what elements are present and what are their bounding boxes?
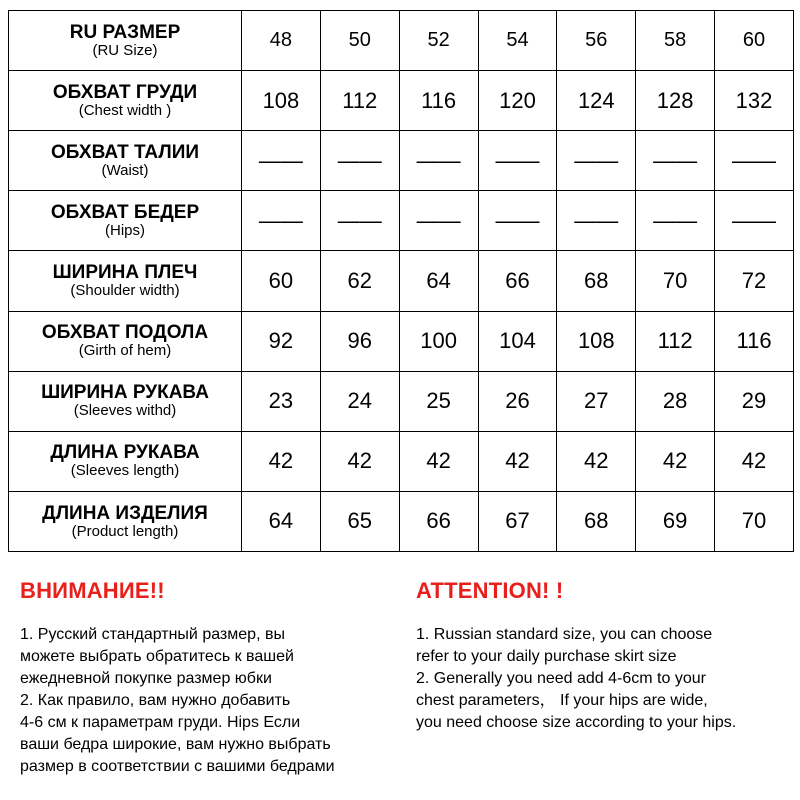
measurement-value: 128: [636, 71, 715, 131]
measurement-value: 116: [399, 71, 478, 131]
measurement-value: ——: [242, 191, 321, 251]
row-label: [9, 191, 242, 251]
measurement-value: 42: [242, 431, 321, 491]
measurement-value: 42: [399, 431, 478, 491]
measurement-value: 112: [636, 311, 715, 371]
measurement-value: 60: [242, 251, 321, 311]
notice-line: можете выбрать обратитесь к вашей: [20, 648, 294, 665]
measurement-value: 68: [557, 251, 636, 311]
size-value: 50: [320, 11, 399, 71]
measurement-value: ——: [478, 131, 557, 191]
notice-line: 1. Russian standard size, you can choose: [416, 626, 713, 643]
table-row-waist: [9, 131, 794, 191]
notice-line: ваши бедра широкие, вам нужно выбрать: [20, 736, 331, 753]
row-label-en: (Shoulder width): [70, 282, 180, 300]
notice-line: размер в соответствии с вашими бедрами: [20, 758, 335, 775]
size-value: 56: [557, 11, 636, 71]
size-value: 54: [478, 11, 557, 71]
row-label: [9, 371, 242, 431]
notice-line: 4-6 см к параметрам груди. Hips Если: [20, 714, 301, 731]
measurement-value: 29: [715, 371, 794, 431]
table-row-hips: [9, 191, 794, 251]
row-label: [9, 131, 242, 191]
attention-notice-en: [416, 578, 798, 734]
size-value: 60: [715, 11, 794, 71]
measurement-value: ——: [320, 191, 399, 251]
measurement-value: 66: [478, 251, 557, 311]
notice-line: 2. Как правило, вам нужно добавить: [20, 692, 291, 709]
size-value: 52: [399, 11, 478, 71]
measurement-value: 42: [557, 431, 636, 491]
table-header-row: [9, 11, 794, 71]
measurement-value: 96: [320, 311, 399, 371]
measurement-value: 116: [715, 311, 794, 371]
row-label: [9, 251, 242, 311]
measurement-value: 42: [715, 431, 794, 491]
measurement-value: ——: [478, 191, 557, 251]
row-label: [9, 431, 242, 491]
measurement-value: 92: [242, 311, 321, 371]
measurement-value: 27: [557, 371, 636, 431]
measurement-value: 64: [399, 251, 478, 311]
size-chart-table: [8, 10, 794, 552]
row-label: [9, 491, 242, 551]
row-label: [9, 311, 242, 371]
notice-line: you need choose size according to your hips.: [416, 714, 737, 731]
row-label-ru: RU РАЗМЕР: [69, 21, 181, 43]
measurement-value: ——: [557, 191, 636, 251]
row-label-ru: ДЛИНА ИЗДЕЛИЯ: [42, 502, 208, 524]
measurement-value: 25: [399, 371, 478, 431]
measurement-value: 66: [399, 491, 478, 551]
row-label-en: (Hips): [105, 221, 145, 239]
measurement-value: 70: [715, 491, 794, 551]
table-row-hem: [9, 311, 794, 371]
measurement-value: 72: [715, 251, 794, 311]
measurement-value: ——: [715, 191, 794, 251]
measurement-value: ——: [557, 131, 636, 191]
measurement-value: ——: [320, 131, 399, 191]
measurement-value: 62: [320, 251, 399, 311]
attention-title-ru: ВНИМАНИЕ!!: [20, 578, 165, 603]
row-label: [9, 11, 242, 71]
row-label-ru: ОБХВАТ ГРУДИ: [52, 81, 198, 103]
measurement-value: 124: [557, 71, 636, 131]
table-row-sleeve-width: [9, 371, 794, 431]
measurement-value: 108: [242, 71, 321, 131]
measurement-value: 68: [557, 491, 636, 551]
measurement-value: 120: [478, 71, 557, 131]
notice-line: ежедневной покупке размер юбки: [20, 670, 272, 687]
measurement-value: 23: [242, 371, 321, 431]
measurement-value: 42: [478, 431, 557, 491]
notice-line: 1. Русский стандартный размер, вы: [20, 626, 285, 643]
measurement-value: 42: [320, 431, 399, 491]
attention-body-ru: [20, 624, 412, 778]
attention-notice-ru: [20, 578, 412, 778]
attention-title-en: ATTENTION! !: [416, 578, 564, 603]
row-label-en: (Girth of hem): [78, 342, 172, 360]
row-label-ru: ОБХВАТ ПОДОЛА: [41, 322, 209, 344]
table-row-chest: [9, 71, 794, 131]
row-label-en: (Product length): [71, 522, 179, 540]
row-label-ru: ОБХВАТ БЕДЕР: [50, 202, 200, 224]
row-label-en: (Waist): [101, 161, 149, 179]
measurement-value: ——: [399, 131, 478, 191]
table-row-sleeve-length: [9, 431, 794, 491]
measurement-value: 24: [320, 371, 399, 431]
measurement-value: 26: [478, 371, 557, 431]
measurement-value: 100: [399, 311, 478, 371]
row-label: [9, 71, 242, 131]
measurement-value: ——: [636, 131, 715, 191]
row-label-en: (Sleeves length): [70, 462, 180, 480]
table-row-product-length: [9, 491, 794, 551]
row-label-ru: ОБХВАТ ТАЛИИ: [50, 141, 200, 163]
measurement-value: 132: [715, 71, 794, 131]
notice-line: refer to your daily purchase skirt size: [416, 648, 677, 665]
row-label-en: (RU Size): [92, 41, 158, 59]
row-label-en: (Sleeves withd): [73, 402, 177, 420]
measurement-value: ——: [399, 191, 478, 251]
measurement-value: 108: [557, 311, 636, 371]
measurement-value: 64: [242, 491, 321, 551]
size-value: 58: [636, 11, 715, 71]
row-label-en: (Chest width ): [78, 101, 172, 119]
measurement-value: ——: [715, 131, 794, 191]
measurement-value: 42: [636, 431, 715, 491]
measurement-value: 67: [478, 491, 557, 551]
measurement-value: 28: [636, 371, 715, 431]
row-label-ru: ШИРИНА РУКАВА: [41, 382, 209, 404]
row-label-ru: ДЛИНА РУКАВА: [50, 442, 200, 464]
measurement-value: 112: [320, 71, 399, 131]
measurement-value: 69: [636, 491, 715, 551]
notice-line: chest parameters， If your hips are wide,: [416, 692, 708, 709]
notice-line: 2. Generally you need add 4-6cm to your: [416, 670, 706, 687]
attention-body-en: [416, 624, 798, 734]
row-label-ru: ШИРИНА ПЛЕЧ: [52, 262, 198, 284]
measurement-value: ——: [242, 131, 321, 191]
table-row-shoulder: [9, 251, 794, 311]
measurement-value: 70: [636, 251, 715, 311]
measurement-value: 65: [320, 491, 399, 551]
measurement-value: ——: [636, 191, 715, 251]
measurement-value: 104: [478, 311, 557, 371]
size-value: 48: [242, 11, 321, 71]
